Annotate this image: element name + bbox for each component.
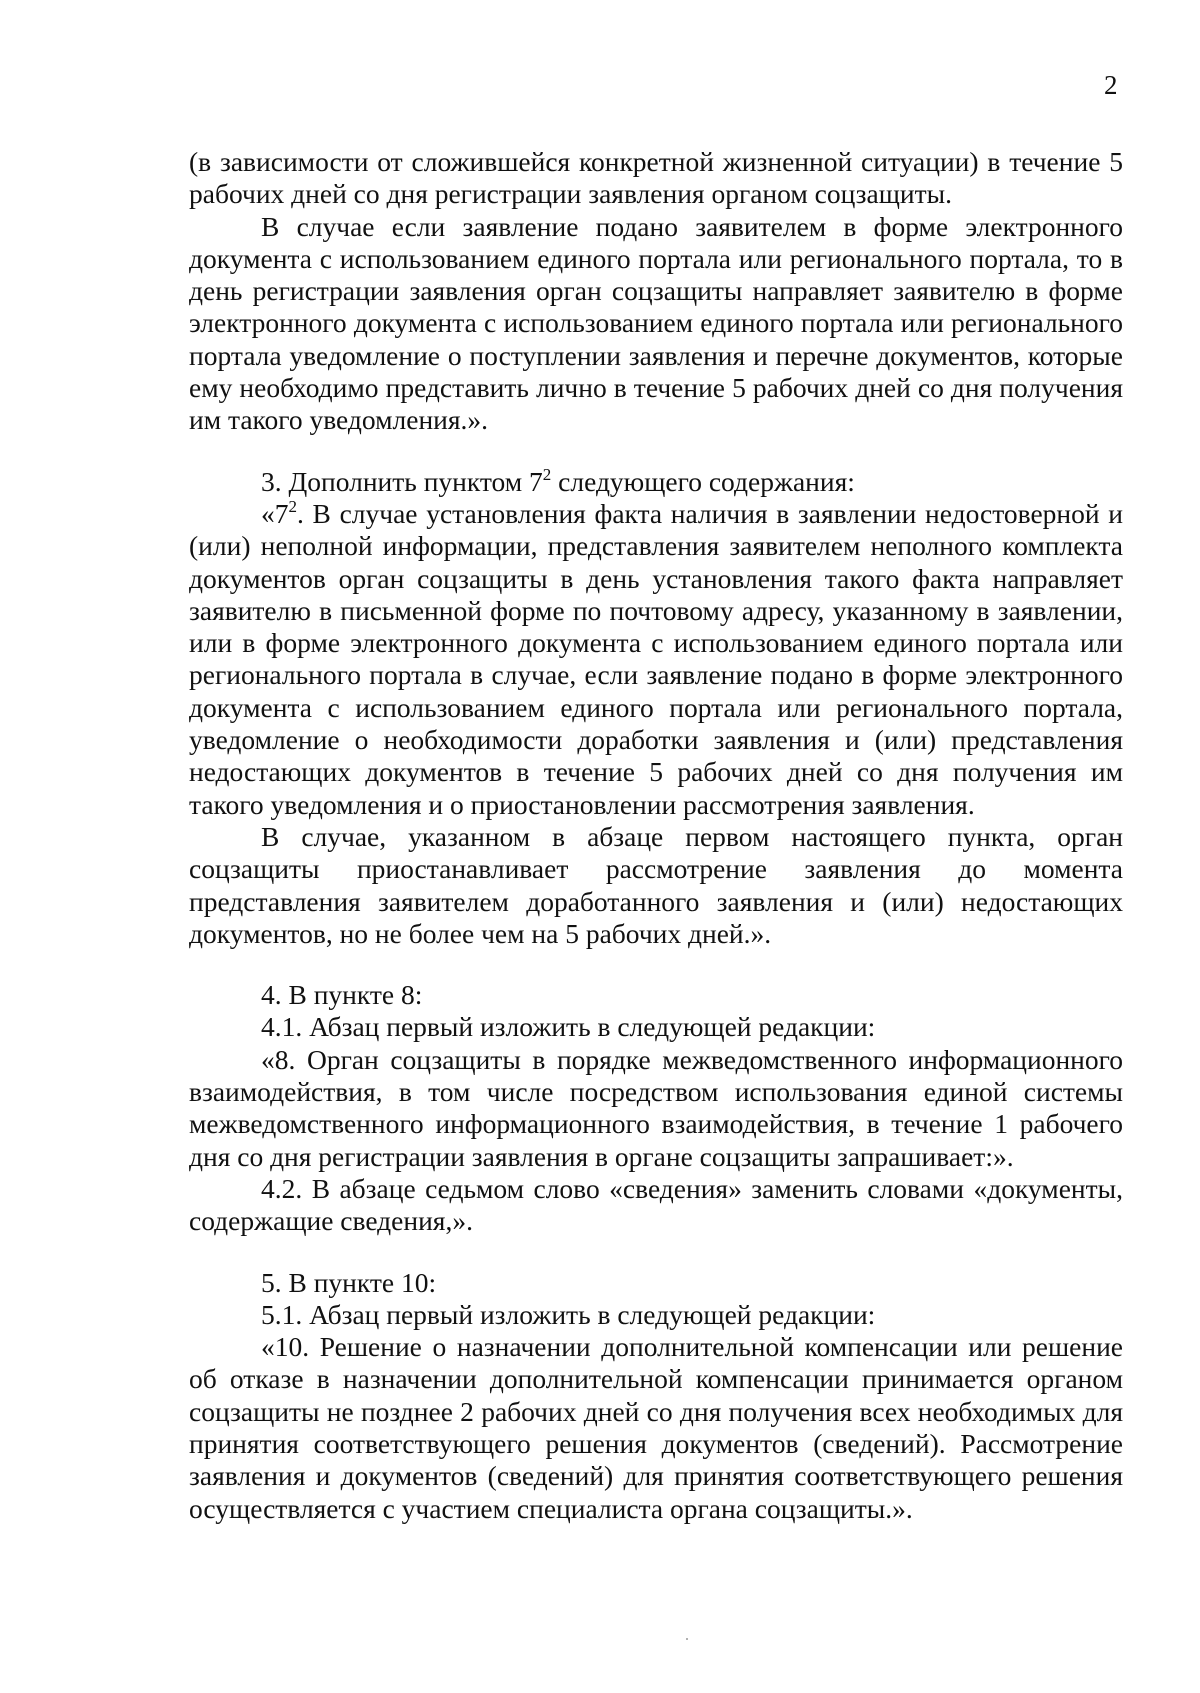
paragraph-10-quote: «10. Решение о назначении дополнительной компенсации или решение об отказе в назначении дополнительной компенсации принимается органом соцзащиты не позднее 2 рабочих дней со дня получения всех необходимых для принятия соответствующего решения документов (сведений). Рассмотрение заявления и документов (сведений) для принятия соответствующего решения осуществляется с участием специалиста органа соцзащиты.».: [189, 1331, 1123, 1524]
section-3-heading-text: 3. Дополнить пунктом 7: [261, 465, 543, 497]
superscript: 2: [542, 464, 552, 484]
paragraph-electronic-notice: В случае если заявление подано заявителем в форме электронного документа с использованием единого портала или регионального портала, то в день регистрации заявления орган соцзащиты направляет заявителю в форме электронного документа с использованием единого портала или регионального портала уведомление о поступлении заявления и перечне документов, которые ему необходимо представить лично в течение 5 рабочих дней со дня получения им такого уведомления.».: [189, 210, 1123, 436]
paragraph-7-2-start: «7: [261, 497, 289, 529]
paragraph-8-quote: «8. Орган соцзащиты в порядке межведомственного информационного взаимодействия, в том числе посредством использования единой системы межведомственного информационного взаимодействия, в течение 1 рабочего дня со дня регистрации заявления в органе соцзащиты запрашивает:».: [189, 1043, 1123, 1172]
document-body: [189, 146, 1123, 1525]
section-4-heading: 4. В пункте 8:: [261, 979, 423, 1011]
paragraph-7-2-body: . В случае установления факта наличия в заявлении недостоверной и (или) неполной информации, представления заявителем неполного комплекта документов орган соцзащиты в день установления такого факта направляет заявителю в письменной форме по почтовому адресу, указанному в заявлении, или в форме электронного документа с использованием единого портала или регионального портала в случае, если заявление подано в форме электронного документа с использованием единого портала или регионального портала, уведомление о необходимости доработки заявления и (или) представления недостающих документов в течение 5 рабочих дней со дня получения им такого уведомления и о приостановлении рассмотрения заявления.: [189, 497, 1123, 820]
paragraph-5-1: 5.1. Абзац первый изложить в следующей редакции:: [261, 1298, 876, 1330]
scan-speck: [686, 1638, 688, 1640]
section-3-heading-text-end: следующего содержания:: [551, 465, 855, 497]
superscript: 2: [288, 496, 297, 516]
section-3-heading: [189, 466, 1123, 498]
section-5-heading: 5. В пункте 10:: [261, 1266, 437, 1298]
paragraph-4-1: 4.1. Абзац первый изложить в следующей редакции:: [261, 1011, 876, 1043]
paragraph-continuation: (в зависимости от сложившейся конкретной жизненной ситуации) в течение 5 рабочих дней со дня регистрации заявления органом соцзащиты.: [189, 146, 1123, 210]
paragraph-suspension: В случае, указанном в абзаце первом настоящего пункта, орган соцзащиты приостанавливает рассмотрение заявления до момента представления заявителем доработанного заявления и (или) недостающих документов, но не более чем на 5 рабочих дней.».: [189, 820, 1123, 949]
paragraph-4-2: 4.2. В абзаце седьмом слово «сведения» заменить словами «документы, содержащие сведения,».: [189, 1172, 1123, 1237]
paragraph-7-2: [189, 498, 1123, 821]
page-number: 2: [1104, 70, 1118, 100]
